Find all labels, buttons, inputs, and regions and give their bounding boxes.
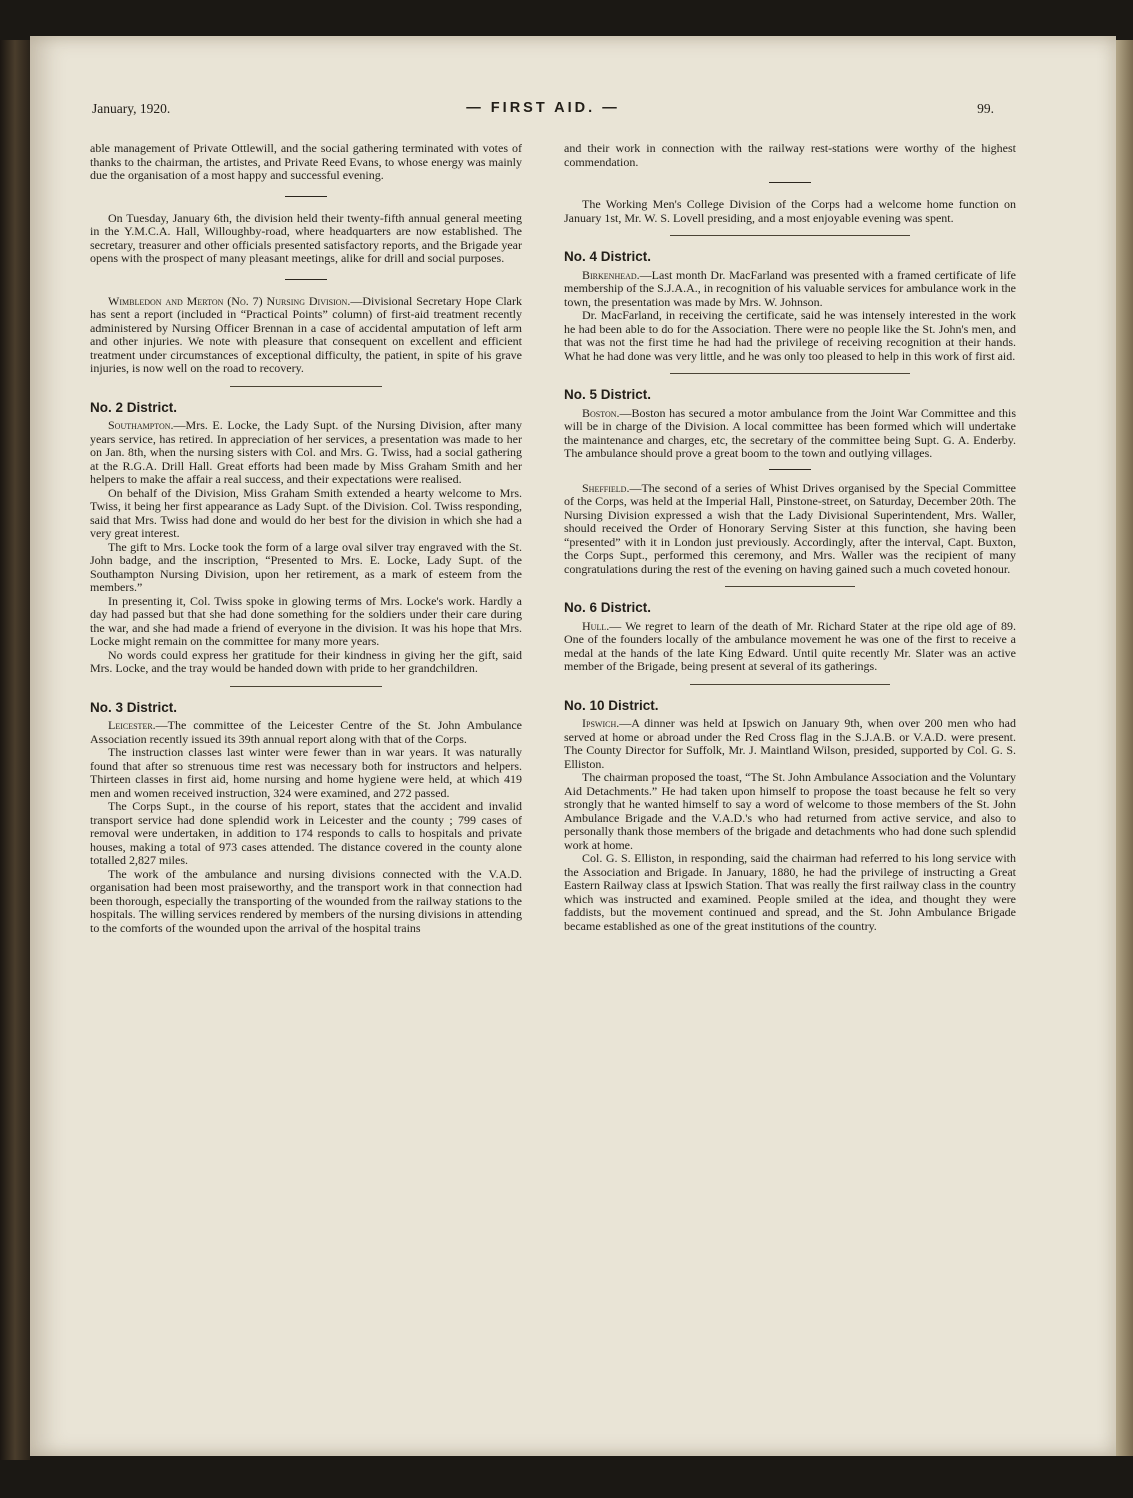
divider	[285, 196, 327, 197]
page-edge	[1116, 40, 1133, 1456]
paragraph	[564, 269, 1016, 310]
header-date: January, 1920.	[92, 101, 171, 116]
right-column	[564, 142, 1016, 933]
paragraph-text: — We regret to learn of the death of Mr. Richard Stater at the ripe old age of 89. One of the founders locally of the ambulance movement he was one of the first to receive a medal at the hands of the late King Edward. Until quite recently Mr. Slater was an active member of the Brigade, being present at several of its gatherings.	[564, 618, 1016, 673]
paragraph: The chairman proposed the toast, “The St. John Ambulance Association and the Voluntary Aid Detachments.” He had taken upon himself to propose the toast because he felt so very strongly that he wanted himself to say a word of welcome to those members of the St. John Ambulance Brigade and the V.A.D.'s who had returned from active service, and also to personally thank those members of the brigade and detachments who had done such splendid work at home.	[564, 770, 1016, 852]
paragraph: and their work in connection with the railway rest-stations were worthy of the highest commendation.	[564, 141, 1016, 169]
lead-in: Southampton.	[108, 418, 174, 432]
lead-in: Birkenhead.	[582, 267, 640, 282]
paragraph	[564, 620, 1016, 674]
district-heading: No. 5 District.	[564, 387, 652, 402]
paragraph-text: —The second of a series of Whist Drives organised by the Special Committee of the Corps, was held at the Imperial Hall, Pinstone-street, on Saturday, December 20th. The Nursing Division expressed a wish that the Lady Divisional Superintendent, Mrs. Waller, should received the Order of Honorary Serving Sister at this function, she having been “presented” with it in London just previously. Accordingly, after the interval, Capt. Buxton, the Corps Supt., performed this ceremony, and Mrs. Waller was the recipient of many congratulations during the rest of the evening on having gained such a much coveted honour.	[564, 480, 1016, 576]
lead-in: Hull.	[582, 618, 610, 633]
paragraph-text: —Divisional Secretary Hope Clark has sent a report (included in “Practical Points” column) of first-aid treatment recently administered by Nursing Officer Brennan in a case of accidental amputation of left arm and other injuries. We note with pleasure that consequent on excellent and efficient treatment under circumstances of exceptional difficulty, the patient, in spite of his grave injuries, is now well on the road to recovery.	[90, 293, 522, 375]
divider	[670, 235, 910, 236]
divider	[230, 386, 382, 387]
district-heading: No. 10 District.	[564, 697, 659, 713]
left-column	[90, 142, 522, 935]
paragraph	[564, 717, 1016, 771]
district-heading: No. 4 District.	[564, 249, 652, 264]
page-number: 99.	[977, 101, 994, 116]
lead-in: Sheffield.	[582, 480, 630, 495]
paragraph: Col. G. S. Elliston, in responding, said the chairman had referred to his long service with the Association and Brigade. In January, 1880, he had the privilege of instructing a Great Eastern Railway class at Ipswich Station. That was really the first railway class in the country which was instructed and examined. People smiled at the idea, and thought they were faddists, but the movement continued and spread, and the St. John Ambulance Brigade became established as one of the great institutions of the country.	[564, 851, 1016, 933]
paragraph-text: —Boston has secured a motor ambulance from the Joint War Committee and this will be in charge of the Division. A local committee has been formed which will undertake the maintenance and charges, etc, the secretary of the committee being Supt. G. A. Enderby. The ambulance should prove a great boom to the town and outlying villages.	[564, 405, 1016, 460]
paragraph	[90, 295, 522, 376]
paragraph: able management of Private Ottlewill, and the social gathering terminated with votes of thanks to the chairman, the artistes, and Private Reed Evans, to whose energy was mainly due the organisation of a most happy and successful evening.	[90, 141, 522, 182]
divider	[725, 586, 855, 587]
paragraph-text: —A dinner was held at Ipswich on January 9th, when over 200 men who had served at home or abroad under the Red Cross flag in the S.J.A.B. or V.A.D. were present. The County Director for Suffolk, Mr. J. Maintland Wilson, presided, supported by Col. G. S. Elliston.	[564, 716, 1016, 771]
paragraph: The instruction classes last winter were fewer than in war years. It was naturally found that after so strenuous time rest was necessary both for instructors and helpers. Thirteen classes in first aid, home nursing and home hygiene were held, at which 419 men and women received instruction, 324 were examined, and 272 passed.	[90, 745, 522, 800]
divider	[769, 469, 811, 470]
divider	[769, 182, 811, 183]
lead-in: Wimbledon and Merton (No. 7) Nursing Division.	[108, 293, 351, 308]
divider	[230, 686, 382, 687]
paragraph: The Corps Supt., in the course of his report, states that the accident and invalid transport service had done splendid work in Leicester and the county ; 799 cases of removal were undertaken, in addition to 174 responds to calls to hospitals and private houses, making a total of 973 cases attended. The distance covered in the county alone totalled 2,827 miles.	[90, 799, 522, 867]
paragraph: Dr. MacFarland, in receiving the certificate, said he was intensely interested in the work he had been able to do for the Association. There were no people like the St. John's men, and that was not the first time he had had the privilege of receiving recognition at their hands. What he had done was very little, and he was only too pleased to help in this work of first aid.	[564, 308, 1016, 363]
paragraph: On Tuesday, January 6th, the division held their twenty-fifth annual general meeting in the Y.M.C.A. Hall, Willoughby-road, where headquarters are now established. The secretary, treasurer and other officials presented satisfactory reports, and the Brigade year opens with the prospect of many pleasant meetings, alike for drill and social purposes.	[90, 210, 522, 265]
paragraph-text: —Mrs. E. Locke, the Lady Supt. of the Nursing Division, after many years service, has retired. In appreciation of her services, a presentation was made to her on Jan. 8th, when the nursing sisters with Col. and Mrs. G. Twiss, had a social gathering at the R.G.A. Drill Hall. Great efforts had been made by Miss Graham Smith and her helpers to make the affair a real success, and their expectations were realised.	[90, 418, 522, 486]
paragraph	[564, 407, 1016, 461]
paragraph: In presenting it, Col. Twiss spoke in glowing terms of Mrs. Locke's work. Hardly a day had passed but that she had done something for the soldiers under their care during the war, and she had made a friend of everyone in the division. It was his hope that Mrs. Locke might remain on the committee for many more years.	[90, 593, 522, 648]
paragraph: The gift to Mrs. Locke took the form of a large oval silver tray engraved with the St. John badge, and the inscription, “Presented to Mrs. E. Locke, Lady Supt. of the Southampton Nursing Division, upon her retirement, as a mark of esteem from the members.”	[90, 539, 522, 594]
lead-in: Boston.	[582, 405, 620, 420]
paragraph	[564, 482, 1016, 577]
paragraph-text: —The committee of the Leicester Centre of the St. John Ambulance Association recently issued its 39th annual report along with that of the Corps.	[90, 718, 522, 746]
district-heading: No. 3 District.	[90, 699, 178, 715]
header-title: — FIRST AID. —	[466, 100, 620, 116]
lead-in: Leicester.	[108, 718, 156, 732]
district-heading: No. 6 District.	[564, 600, 652, 615]
paragraph	[90, 719, 522, 746]
divider	[285, 279, 327, 280]
book-binding	[0, 40, 30, 1460]
paragraph: The work of the ambulance and nursing divisions connected with the V.A.D. organisation had been most praiseworthy, and the transport work in that connection had been thorough, especially the transporting of the wounded from the railway stations to the hospitals. The willing services rendered by members of the nursing divisions in attending to the comforts of the wounded upon the arrival of the hospital trains	[90, 866, 522, 935]
paragraph	[90, 419, 522, 487]
district-heading: No. 2 District.	[90, 399, 178, 415]
paragraph-text: —Last month Dr. MacFarland was presented with a framed certificate of life membership of the S.J.A.A., in recognition of his valuable services for ambulance work in the town, the presentation was made by Mrs. W. Johnson.	[564, 267, 1016, 309]
lead-in: Ipswich.	[582, 716, 620, 730]
paragraph: The Working Men's College Division of the Corps had a welcome home function on January 1st, Mr. W. S. Lovell presiding, and a most enjoyable evening was spent.	[564, 197, 1016, 225]
divider	[690, 684, 890, 685]
paragraph: On behalf of the Division, Miss Graham Smith extended a hearty welcome to Mrs. Twiss, it being her first appearance as Lady Supt. of the Division. Col. Twiss responding, said that Mrs. Twiss had done and would do her best for the division in which she had a very great interest.	[90, 485, 522, 540]
divider	[670, 373, 910, 374]
paragraph: No words could express her gratitude for their kindness in giving her the gift, said Mrs. Locke, and the tray would be handed down with pride to her grandchildren.	[90, 647, 522, 675]
running-header	[92, 101, 994, 123]
